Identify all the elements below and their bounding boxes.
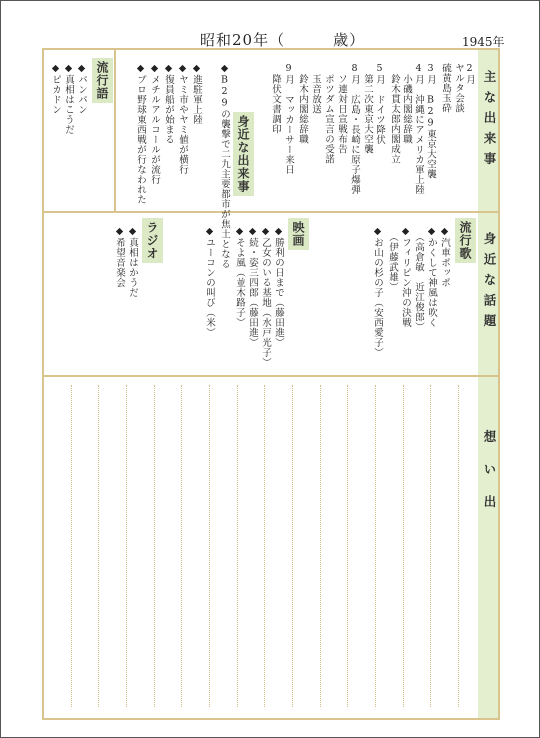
slang-tag: 流行語	[92, 58, 113, 103]
writing-line	[292, 385, 293, 707]
event-line: ヤルタ会談	[453, 63, 464, 113]
slang-item: ◆パンパン	[76, 63, 87, 115]
writing-line	[458, 385, 459, 707]
writing-line	[320, 385, 321, 707]
nearby-event: ◆進駐軍上陸	[191, 63, 202, 125]
section-divider-2	[42, 375, 500, 377]
event-line: 4月 沖縄にアメリカ軍上陸	[413, 63, 424, 195]
radio-item: ◆希望音楽会	[114, 226, 125, 288]
column-divider	[114, 48, 116, 211]
event-line: ソ連対日宣戦布告	[336, 74, 347, 154]
song-item: ◆汽車ポッポ	[439, 226, 450, 288]
event-line: 2月	[464, 63, 475, 85]
writing-line	[403, 385, 404, 707]
writing-line	[430, 385, 431, 707]
nearby-event: ◆復員船が始まる	[163, 63, 174, 145]
event-line: 8月 広島・長崎に原子爆弾	[349, 63, 360, 195]
writing-line	[98, 385, 99, 707]
section-divider-1	[42, 211, 500, 213]
writing-line	[181, 385, 182, 707]
songs-tag: 流行歌	[455, 218, 476, 263]
memories-side-strip	[478, 377, 498, 718]
movie-item: ◆ユーコンの叫び（米）	[204, 226, 215, 338]
writing-line	[209, 385, 210, 707]
memories-heading: 想い出	[482, 430, 497, 528]
radio-tag: ラジオ	[142, 218, 163, 263]
nearby-event: ◆メチルアルコールが流行	[149, 63, 160, 185]
page-title: 昭和20年（ 歳）	[200, 31, 366, 49]
nearby-event: ◆ヤミ市やヤミ値が横行	[177, 63, 188, 175]
radio-item: ◆真相はかうだ	[127, 226, 138, 298]
event-line: 硫黄島玉砕	[440, 63, 451, 113]
writing-line	[126, 385, 127, 707]
event-line: 第二次東京大空襲	[362, 74, 373, 154]
writing-line	[71, 385, 72, 707]
event-line: 3月 B29東京大空襲	[425, 63, 436, 179]
event-line: 玉音放送	[310, 74, 321, 114]
writing-line	[347, 385, 348, 707]
event-line: 9月 マッカーサー来日	[283, 63, 294, 175]
writing-line	[154, 385, 155, 707]
year-label: 1945年	[462, 35, 505, 49]
event-line: ポツダム宣言の受諾	[323, 74, 334, 164]
writing-line	[237, 385, 238, 707]
event-line: 5月 ドイツ降伏	[374, 63, 385, 145]
movie-item: ◆そよ風（並木路子）	[234, 226, 245, 328]
nearby-events-tag: 身近な出来事	[233, 112, 254, 196]
movies-tag: 映画	[288, 218, 309, 250]
song-item: ◆かくして神風は吹く	[426, 226, 437, 328]
event-line: 降伏文書調印	[270, 74, 281, 134]
writing-line	[375, 385, 376, 707]
slang-item: ◆ピカドン	[50, 63, 61, 115]
events-heading: 主な出来事	[482, 70, 497, 173]
writing-line	[264, 385, 265, 707]
movie-item: ◆続・姿三四郎（藤田進）	[247, 226, 258, 348]
slang-item: ◆真相はこうだ	[63, 63, 74, 135]
event-line: 鈴木内閣総辞職	[297, 74, 308, 144]
nearby-event: ◆プロ野球東西戦が行なわれた	[135, 63, 146, 205]
event-line: 小磯内閣総辞職	[401, 74, 412, 144]
song-item: ◆フィリピン沖の決戦	[400, 226, 411, 328]
song-item: （高倉敏 近江俊郎）	[413, 232, 424, 332]
song-item: ◆お山の杉の子（安西愛子）	[372, 226, 383, 358]
topics-heading: 身近な話題	[482, 232, 497, 335]
movie-item: ◆乙女のいる基地（水戸光子）	[260, 226, 271, 368]
nearby-event: ◆B29の襲撃で二九主要都市が焦土となる	[219, 63, 230, 269]
event-line: 鈴木貫太郎内閣成立	[389, 74, 400, 164]
movie-item: ◆勝利の日まで（藤田進）	[273, 226, 284, 348]
song-item: （伊藤武雄）	[387, 232, 398, 292]
